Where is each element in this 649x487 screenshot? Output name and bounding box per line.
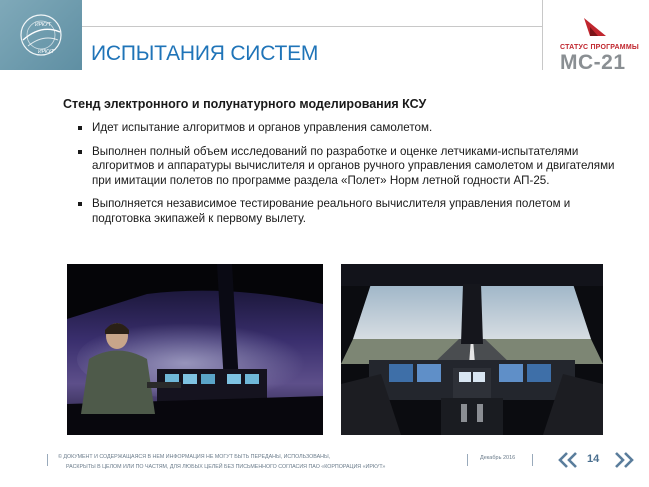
simulator-photo-pilot (67, 264, 323, 435)
irkut-logo (0, 0, 82, 70)
bullet-item: Выполняется независимое тестирование реального вычислителя управления полетом и подготовка экипажей к первому вылету. (78, 197, 623, 226)
simulator-photo-cockpit (341, 264, 603, 435)
footer-divider (47, 454, 48, 466)
status-label: СТАТУС ПРОГРАММЫ (560, 44, 639, 51)
footer-divider (532, 454, 533, 466)
chevron-left-icon[interactable] (556, 451, 580, 469)
bullet-item: Идет испытание алгоритмов и органов управления самолетом. (78, 121, 623, 136)
chevron-right-icon[interactable] (612, 451, 636, 469)
section-subtitle: Стенд электронного и полунатурного моделирования КСУ (63, 97, 427, 111)
page-title: ИСПЫТАНИЯ СИСТЕМ (91, 42, 319, 65)
footer-divider (467, 454, 468, 466)
bullet-item: Выполнен полный объем исследований по разработке и оценке летчиками-испытателями алгоритмов и аппаратуры вычислителя и органов ручного управления самолетом и двигателями при имитации полетов по программе раздела «Полет» Норм летной годности АП-25. (78, 145, 623, 189)
footer-date: Декабрь 2016 (480, 455, 516, 461)
footer-disclaimer (58, 452, 385, 472)
footer-disclaimer-line: РАСКРЫТЫ В ЦЕЛОМ ИЛИ ПО ЧАСТЯМ, ДЛЯ ЛЮБЫХ ЦЕЛЕЙ БЕЗ ПИСЬМЕННОГО СОГЛАСИЯ ПАО «КОРПОРАЦИЯ «ИРКУТ» (66, 464, 386, 470)
header-rule (82, 26, 542, 27)
header-divider (542, 0, 543, 70)
model-name: МС-21 (560, 51, 626, 74)
page-number: 14 (587, 453, 600, 465)
footer-disclaimer-line: © ДОКУМЕНТ И СОДЕРЖАЩАЯСЯ В НЕМ ИНФОРМАЦИЯ НЕ МОГУТ БЫТЬ ПЕРЕДАНЫ, ИСПОЛЬЗОВАНЫ, (58, 454, 331, 460)
bullet-list (78, 121, 623, 236)
logo-bottom-text: ИРКУТ (38, 49, 55, 55)
ms21-triangle-logo-icon (584, 18, 606, 36)
logo-top-text: ИРКУТ (35, 22, 52, 28)
